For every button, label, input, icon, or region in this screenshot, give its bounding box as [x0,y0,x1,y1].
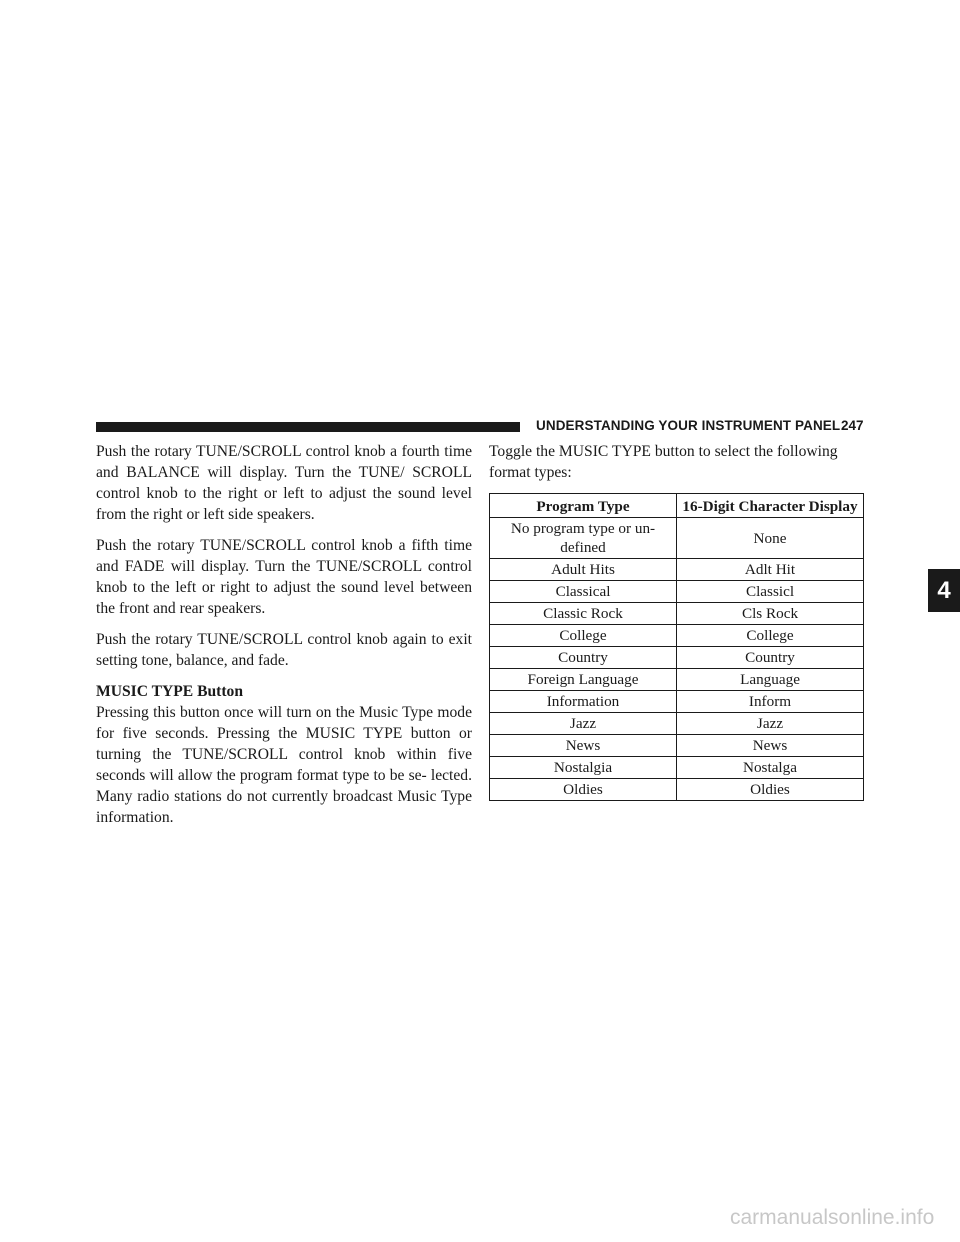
paragraph-fade: Push the rotary TUNE/SCROLL control knob a fifth time and FADE will display. Turn the TUNE/SCROLL control knob to the left or right to adjust the sound level between the front and rear speakers. [96,537,472,617]
table-row [490,518,864,559]
cell-display: Jazz [677,713,864,735]
cell-program-type: Adult Hits [490,559,677,581]
cell-display: Country [677,647,864,669]
table-row [490,625,864,647]
table-row [490,581,864,603]
cell-program-type: Jazz [490,713,677,735]
chapter-tab: 4 [928,569,960,612]
cell-program-type: Classic Rock [490,603,677,625]
right-column [489,441,865,801]
cell-display: College [677,625,864,647]
format-types-table [489,493,864,801]
table-row [490,713,864,735]
cell-display: Classicl [677,581,864,603]
paragraph-exit: Push the rotary TUNE/SCROLL control knob again to exit setting tone, balance, and fade. [96,631,472,669]
cell-program-type: News [490,735,677,757]
header-rule [96,422,520,432]
cell-program-type: Oldies [490,779,677,801]
table-row [490,691,864,713]
table-header-row [490,494,864,518]
table-row [490,647,864,669]
cell-display: Nostalga [677,757,864,779]
cell-display: Inform [677,691,864,713]
cell-display: News [677,735,864,757]
table-row [490,757,864,779]
watermark: carmanualsonline.info [730,1206,935,1229]
cell-program-type: Foreign Language [490,669,677,691]
cell-program-type: Information [490,691,677,713]
table-row [490,779,864,801]
cell-display: Language [677,669,864,691]
cell-display: Cls Rock [677,603,864,625]
cell-program-type: College [490,625,677,647]
cell-program-type: Nostalgia [490,757,677,779]
cell-display: Oldies [677,779,864,801]
page-number: 247 [841,418,864,433]
table-intro: Toggle the MUSIC TYPE button to select the following format types: [489,443,838,481]
paragraph-music-type: Pressing this button once will turn on the Music Type mode for five seconds. Pressing the MUSIC TYPE button or turning the TUNE/SCROLL control knob within five seconds will allow the program format type to be se- lected. Many radio stations do not currently broadcast Music Type information. [96,704,472,826]
cell-display: None [677,518,864,559]
section-heading-music-type: MUSIC TYPE Button [96,683,244,700]
cell-program-type: No program type or un- defined [490,518,677,559]
header-program-type: Program Type [490,494,677,518]
paragraph-balance: Push the rotary TUNE/SCROLL control knob a fourth time and BALANCE will display. Turn the TUNE/ SCROLL control knob to the right or left to adjust the sound level from the right or left side speakers. [96,443,472,523]
table-row [490,603,864,625]
cell-program-type: Country [490,647,677,669]
cell-program-type: Classical [490,581,677,603]
cell-display: Adlt Hit [677,559,864,581]
table-row [490,735,864,757]
table-row [490,669,864,691]
running-header-title: UNDERSTANDING YOUR INSTRUMENT PANEL [536,418,841,433]
table-row [490,559,864,581]
left-column [96,441,472,828]
header-character-display: 16-Digit Character Display [677,494,864,518]
